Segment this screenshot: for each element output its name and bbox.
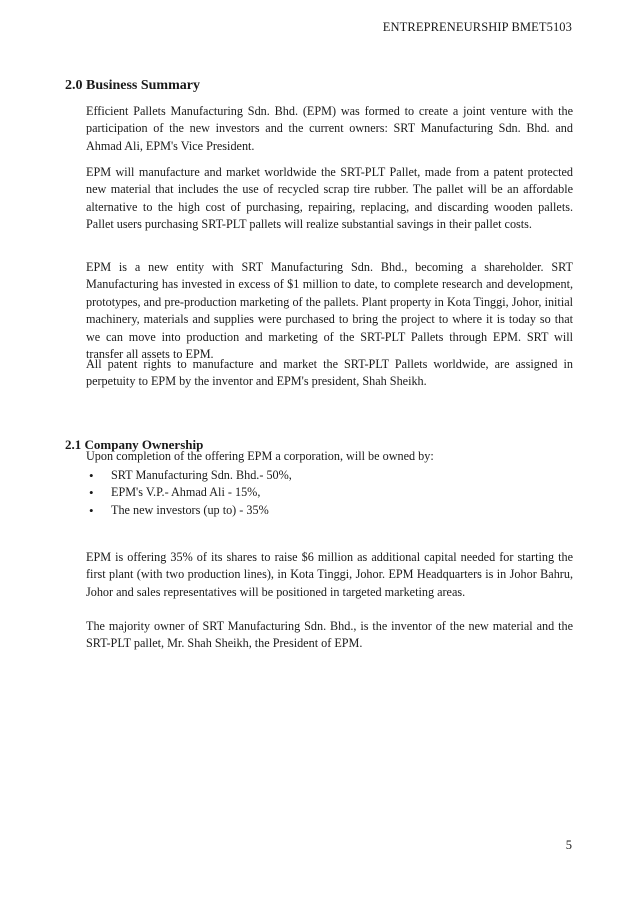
ownership-list <box>86 467 573 519</box>
paragraph: EPM is a new entity with SRT Manufacturing Sdn. Bhd., becoming a shareholder. SRT Manufacturing has invested in excess of $1 million to date, to complete research and development, prototypes, and pre-production marketing of the pallets. Plant property in Kota Tinggi, Johor, initial machinery, materials and supplies were purchased to bring the project to where it is today so that we can move into production and marketing of the SRT-PLT Pallets through EPM. SRT will transfer all assets to EPM. <box>86 260 573 362</box>
paragraph: EPM is offering 35% of its shares to raise $6 million as additional capital needed for starting the first plant (with two production lines), in Kota Tinggi, Johor. EPM Headquarters is in Johor Bahru, Johor and sales representatives will be positioned in targeted marketing areas. <box>86 550 573 599</box>
list-item: • The new investors (up to) - 35% <box>86 502 573 519</box>
list-item: • EPM's V.P.- Ahmad Ali - 15%, <box>86 484 573 501</box>
section-title-business-summary: 2.0 Business Summary <box>65 78 200 93</box>
list-item: • SRT Manufacturing Sdn. Bhd.- 50%, <box>86 467 573 484</box>
paragraph: Efficient Pallets Manufacturing Sdn. Bhd. (EPM) was formed to create a joint venture with the participation of the new investors and the current owners: SRT Manufacturing Sdn. Bhd. and Ahmad Ali, EPM's Vice President. <box>86 104 573 153</box>
paragraph: EPM will manufacture and market worldwide the SRT-PLT Pallet, made from a patent protected new material that includes the use of recycled scrap tire rubber. The pallet will be an affordable alternative to the high cost of purchasing, repairing, replacing, and discarding wooden pallets. Pallet users purchasing SRT-PLT pallets will realize substantial savings in their pallet costs. <box>86 165 573 232</box>
section-title-company-ownership: 2.1 Company Ownership <box>65 437 204 452</box>
page-number: 5 <box>565 838 572 852</box>
running-header: ENTREPRENEURSHIP BMET5103 <box>382 20 572 34</box>
ownership-intro: Upon completion of the offering EPM a corporation, will be owned by: <box>86 449 434 463</box>
paragraph: The majority owner of SRT Manufacturing Sdn. Bhd., is the inventor of the new material and the SRT-PLT pallet, Mr. Shah Sheikh, the President of EPM. <box>86 619 573 651</box>
paragraph: All patent rights to manufacture and market the SRT-PLT Pallets worldwide, are assigned in perpetuity to EPM by the inventor and EPM's president, Shah Sheikh. <box>86 357 573 389</box>
